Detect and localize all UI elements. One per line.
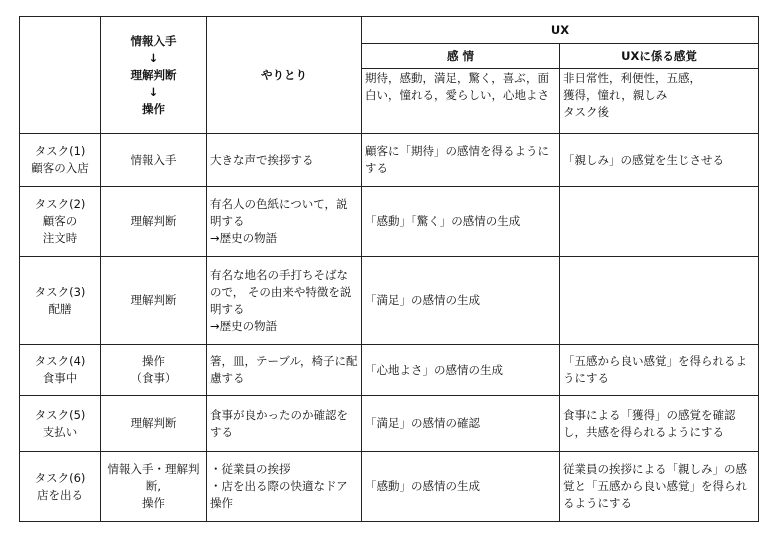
ux-task-table [19, 16, 759, 522]
header-ux: UX [362, 17, 759, 44]
table-row [20, 452, 759, 522]
task-cell: タスク(5) 支払い [20, 396, 101, 452]
header-operation: 操作 [142, 101, 165, 116]
interaction-cell: 有名人の色紙について，説明する →歴史の物語 [207, 187, 362, 257]
interaction-cell: 大きな声で挨拶する [207, 134, 362, 187]
header-empty-cell [20, 17, 101, 134]
header-arrow-1: ↓ [148, 50, 159, 65]
table-row [20, 257, 759, 345]
table-row [20, 187, 759, 257]
interaction-cell: ・従業員の挨拶 ・店を出る際の快適なドア操作 [207, 452, 362, 522]
emotion-list: 期待，感動，満足，驚く，喜ぶ，面白い，憧れる，愛らしい，心地よさ [362, 69, 560, 134]
header-interaction: やりとり [207, 17, 362, 134]
sense-cell [560, 257, 759, 345]
header-arrow-2: ↓ [148, 84, 159, 99]
task-cell: タスク(4) 食事中 [20, 345, 101, 396]
task-cell: タスク(1) 顧客の入店 [20, 134, 101, 187]
header-info-acquisition: 情報入手 [130, 33, 177, 48]
sense-cell [560, 187, 759, 257]
phase-cell: 理解判断 [101, 187, 207, 257]
phase-cell: 理解判断 [101, 257, 207, 345]
sense-cell: 「五感から良い感覚」を得られるようにする [560, 345, 759, 396]
phase-cell: 情報入手 [101, 134, 207, 187]
sense-cell: 「親しみ」の感覚を生じさせる [560, 134, 759, 187]
ux-task-table-container [19, 16, 759, 522]
task-cell: タスク(3) 配膳 [20, 257, 101, 345]
phase-cell: 理解判断 [101, 396, 207, 452]
task-cell: タスク(6) 店を出る [20, 452, 101, 522]
emotion-cell: 「心地よさ」の感情の生成 [362, 345, 560, 396]
phase-cell: 操作 （食事） [101, 345, 207, 396]
sense-list: 非日常性，利便性，五感， 獲得，憧れ，親しみ タスク後 [560, 69, 759, 134]
table-row [20, 396, 759, 452]
sense-cell: 従業員の挨拶による「親しみ」の感覚と「五感から良い感覚」を得られるようにする [560, 452, 759, 522]
phase-cell: 情報入手・理解判断, 操作 [101, 452, 207, 522]
interaction-cell: 食事が良かったのか確認をする [207, 396, 362, 452]
header-understanding: 理解判断 [130, 67, 177, 82]
task-cell: タスク(2) 顧客の 注文時 [20, 187, 101, 257]
header-process-cell [101, 17, 207, 134]
emotion-cell: 「満足」の感情の生成 [362, 257, 560, 345]
emotion-cell: 「満足」の感情の確認 [362, 396, 560, 452]
table-row [20, 345, 759, 396]
table-row [20, 134, 759, 187]
sense-cell: 食事による「獲得」の感覚を確認し，共感を得られるようにする [560, 396, 759, 452]
emotion-cell: 顧客に「期待」の感情を得るようにする [362, 134, 560, 187]
interaction-cell: 箸，皿，テーブル，椅子に配慮する [207, 345, 362, 396]
emotion-cell: 「感動」の感情の生成 [362, 452, 560, 522]
header-emotion: 感 情 [362, 44, 560, 69]
emotion-cell: 「感動」「驚く」の感情の生成 [362, 187, 560, 257]
interaction-cell: 有名な地名の手打ちそばなので， その由来や特徴を説明する →歴史の物語 [207, 257, 362, 345]
header-ux-sense: UXに係る感覚 [560, 44, 759, 69]
